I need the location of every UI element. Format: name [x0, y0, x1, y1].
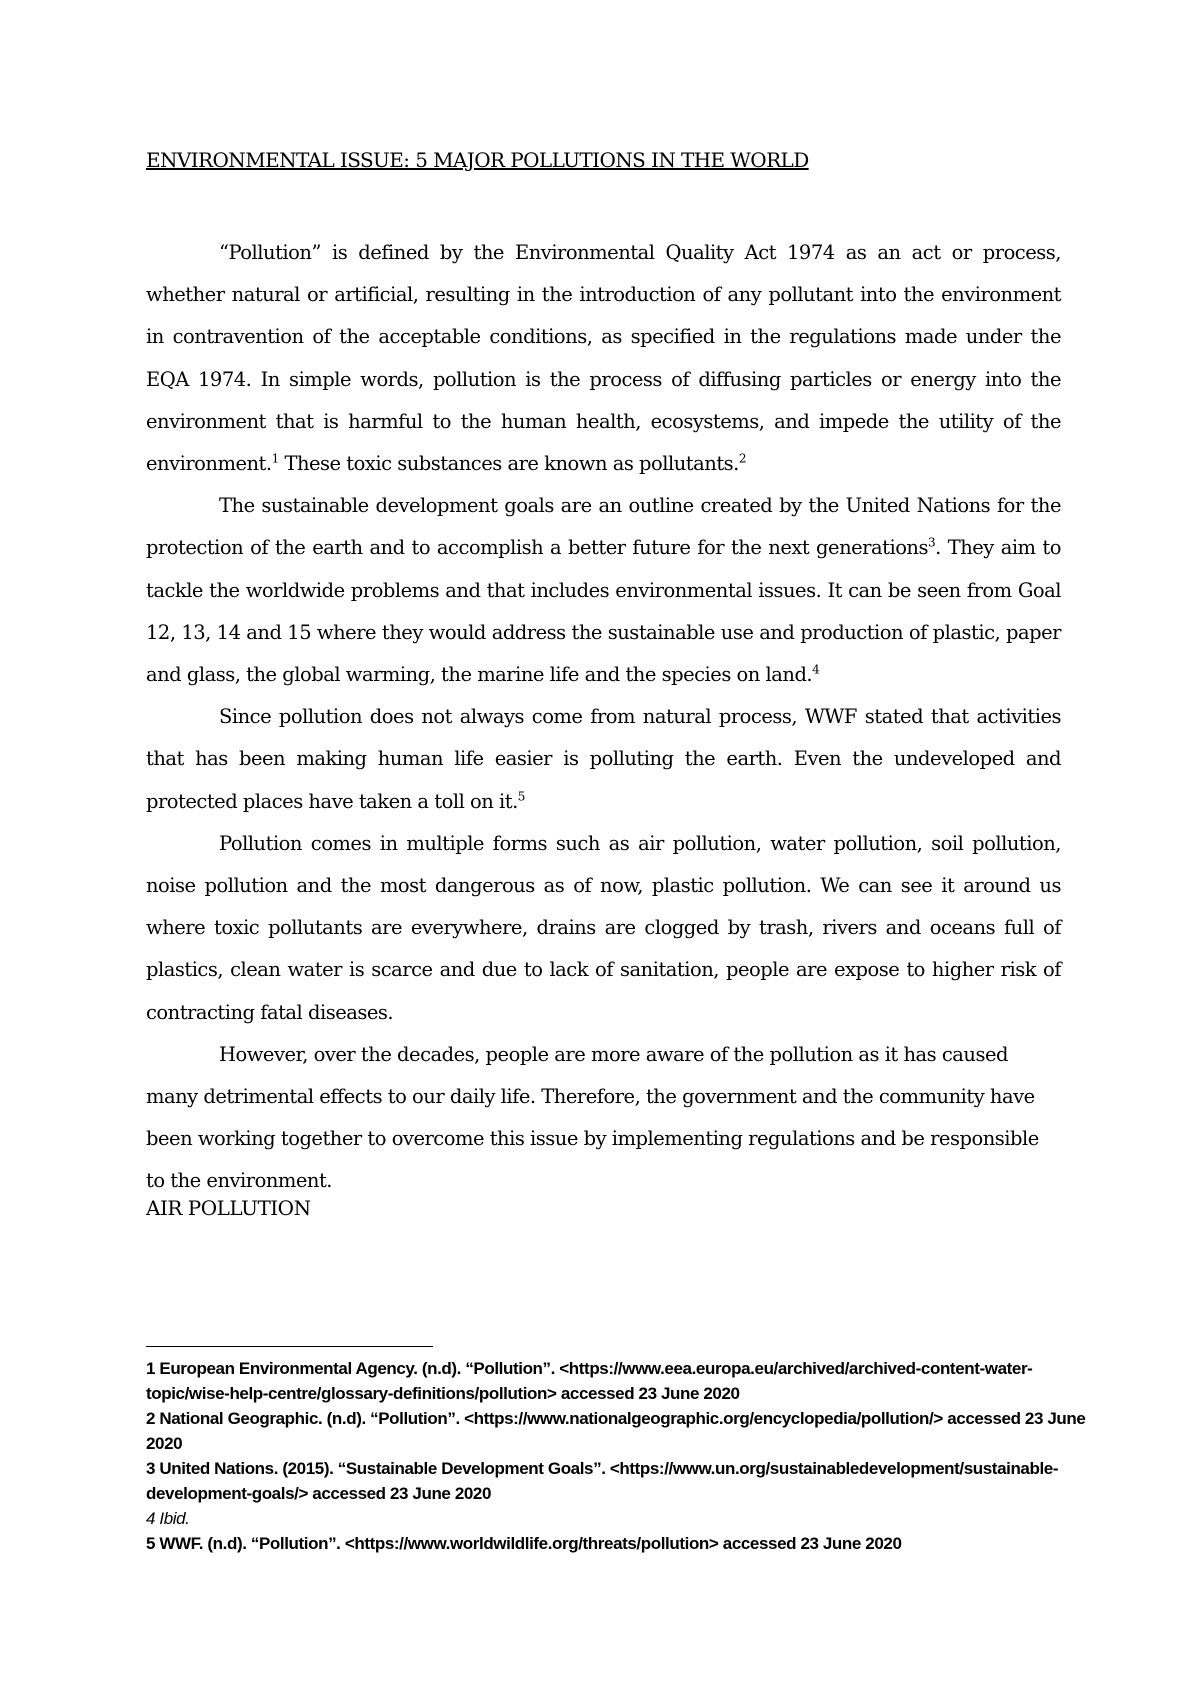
- document-title: ENVIRONMENTAL ISSUE: 5 MAJOR POLLUTIONS IN THE WORLD: [146, 148, 809, 172]
- paragraph-text: . They aim to tackle the worldwide problems and that includes environmental issues. It can be seen from Goal 12, 13, 14 and 15 where they would address the sustainable use and production of plastic, paper and glass, the global warming, the marine life and the species on land.: [146, 536, 1061, 687]
- paragraph-definition: [146, 232, 1061, 485]
- body-text: [146, 232, 1061, 1203]
- paragraph-text: The sustainable development goals are an outline created by the United Nations for the protection of the earth and to accomplish a better future for the next generations: [146, 494, 1061, 560]
- paragraph-awareness: [146, 1034, 1061, 1203]
- footnote-2: 2 National Geographic. (n.d). “Pollution”. <https://www.nationalgeographic.org/encyclopedia/pollution/> accessed 23 June 2020: [146, 1409, 1086, 1453]
- footnote-ref[interactable]: 1: [271, 451, 279, 466]
- footnotes: [146, 1356, 1086, 1556]
- paragraph-forms: [146, 823, 1061, 1034]
- paragraph-text: Since pollution does not always come from natural process, WWF stated that activities that has been making human life easier is polluting the earth. Even the undeveloped and protected places have taken a toll on it.: [146, 705, 1061, 813]
- paragraph-wwf: [146, 696, 1061, 823]
- footnote-ref[interactable]: 4: [812, 662, 820, 677]
- footnote-ref[interactable]: 3: [928, 535, 936, 550]
- footnote-1: 1 European Environmental Agency. (n.d). “Pollution”. <https://www.eea.europa.eu/archived/archived-content-water-topic/wise-help-centre/glossary-definitions/pollution> accessed 23 June 2020: [146, 1359, 1033, 1403]
- paragraph-text: However, over the decades, people are more aware of the pollution as it has caused many detrimental effects to our daily life. Therefore, the government and the community have been working together to overcome this issue by implementing regulations and be responsible to the environment.: [146, 1042, 1039, 1193]
- footnote-5: 5 WWF. (n.d). “Pollution”. <https://www.worldwildlife.org/threats/pollution> accessed 23 June 2020: [146, 1534, 902, 1553]
- footnote-ref[interactable]: 2: [738, 451, 747, 466]
- paragraph-text: “Pollution” is defined by the Environmental Quality Act 1974 as an act or process, whether natural or artificial, resulting in the introduction of any pollutant into the environment in contravention of the acceptable conditions, as specified in the regulations made under the EQA 1974. In simple words, pollution is the process of diffusing particles or energy into the environment that is harmful to the human health, ecosystems, and impede the utility of the environment.: [146, 241, 1061, 476]
- section-heading: AIR POLLUTION: [146, 1196, 311, 1220]
- paragraph-text: These toxic substances are known as pollutants.: [278, 452, 739, 476]
- footnote-3: 3 United Nations. (2015). “Sustainable Development Goals”. <https://www.un.org/sustainabledevelopment/sustainable-development-goals/> accessed 23 June 2020: [146, 1459, 1059, 1503]
- footnote-ref[interactable]: 5: [517, 789, 525, 804]
- footnote-separator: [146, 1346, 433, 1347]
- paragraph-text: Pollution comes in multiple forms such as air pollution, water pollution, soil pollution, noise pollution and the most dangerous as of now, plastic pollution. We can see it around us where toxic pollutants are everywhere, drains are clogged by trash, rivers and oceans full of plastics, clean water is scarce and due to lack of sanitation, people are expose to higher risk of contracting fatal diseases.: [146, 831, 1061, 1024]
- footnote-4: 4 Ibid.: [146, 1509, 190, 1528]
- paragraph-sdg: [146, 485, 1061, 696]
